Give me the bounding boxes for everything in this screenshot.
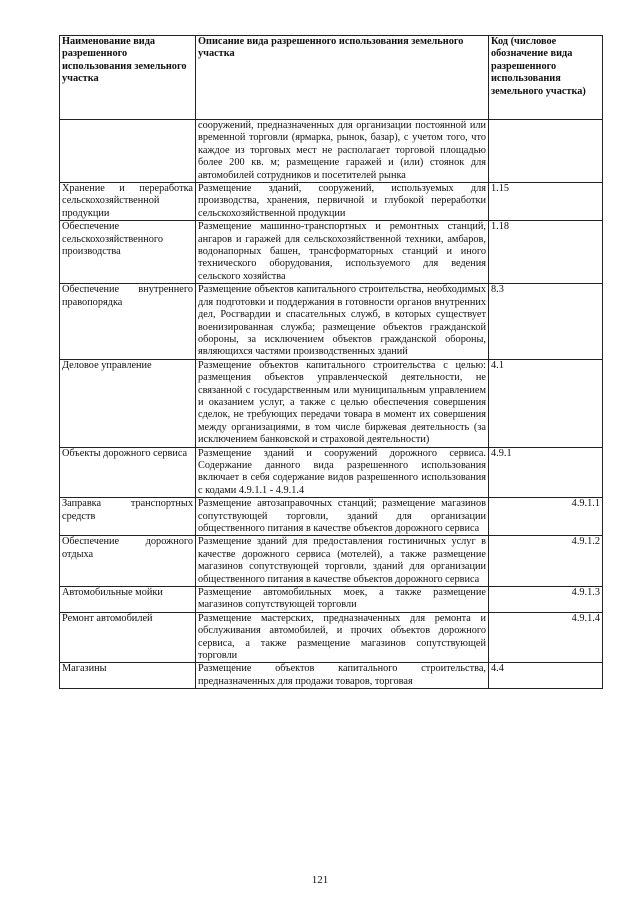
row-description: Размещение зданий для предоставления гостиничных услуг в качестве дорожного сервиса (мотелей), а также размещение магазинов сопутствующей торговли, зданий для организации общественного питания в качестве объектов дорожного сервиса [196,536,489,587]
row-name: Магазины [60,663,196,689]
table-row [60,612,603,663]
row-description: Размещение автозаправочных станций; размещение магазинов сопутствующей торговли, зданий для организации общественного питания в качестве объектов дорожного сервиса [196,498,489,536]
row-name: Обеспечение внутреннего правопорядка [60,284,196,359]
row-name: Автомобильные мойки [60,587,196,613]
table-row [60,284,603,359]
header-description: Описание вида разрешенного использования земельного участка [196,36,489,120]
row-name: Хранение и переработка сельскохозяйственной продукции [60,183,196,221]
row-name: Деловое управление [60,359,196,447]
table-row [60,663,603,689]
row-description: сооружений, предназначенных для организации постоянной или временной торговли (ярмарка, рынок, базар), с учетом того, что каждое из торговых мест не располагает торговой площадью более 200 кв. м; размещение гаражей и (или) стоянок для автомобилей сотрудников и посетителей рынка [196,120,489,183]
table-row [60,587,603,613]
table-row [60,498,603,536]
row-code [489,120,603,183]
row-code: 4.9.1 [489,447,603,498]
table-row [60,536,603,587]
row-name [60,120,196,183]
row-code: 1.18 [489,221,603,284]
row-code: 1.15 [489,183,603,221]
row-code: 4.1 [489,359,603,447]
table-row [60,221,603,284]
row-description: Размещение машинно-транспортных и ремонтных станций, ангаров и гаражей для сельскохозяйственной техники, амбаров, водонапорных башен, трансформаторных станций и иного технического оборудования, используемого для ведения сельского хозяйства [196,221,489,284]
land-use-table [59,35,603,689]
row-description: Размещение объектов капитального строительства с целью: размещения объектов управленческой деятельности, не связанной с государственным или муниципальным управлением и оказанием услуг, а также с целью обеспечения совершения сделок, не требующих передачи товара в момент их совершения между организациями, в том числе биржевая деятельность (за исключением банковской и страховой деятельности) [196,359,489,447]
row-code: 4.9.1.2 [489,536,603,587]
row-code: 4.4 [489,663,603,689]
row-description: Размещение объектов капитального строительства, необходимых для подготовки и поддержания в готовности органов внутренних дел, Росгвардии и спасательных служб, в которых существует военизированная служба; размещение объектов гражданской обороны, за исключением объектов гражданской обороны, являющихся частями производственных зданий [196,284,489,359]
row-description: Размещение автомобильных моек, а также размещение магазинов сопутствующей торговли [196,587,489,613]
row-description: Размещение зданий, сооружений, используемых для производства, хранения, первичной и глубокой переработки сельскохозяйственной продукции [196,183,489,221]
table-row [60,359,603,447]
row-code: 4.9.1.1 [489,498,603,536]
row-name: Заправка транспортных средств [60,498,196,536]
row-code: 8.3 [489,284,603,359]
table-row [60,120,603,183]
row-description: Размещение мастерских, предназначенных для ремонта и обслуживания автомобилей, и прочих объектов дорожного сервиса, а также размещение магазинов сопутствующей торговли [196,612,489,663]
table-row [60,183,603,221]
table-row [60,447,603,498]
row-code: 4.9.1.4 [489,612,603,663]
row-name: Объекты дорожного сервиса [60,447,196,498]
row-code: 4.9.1.3 [489,587,603,613]
header-code: Код (числовое обозначение вида разрешенного использования земельного участка) [489,36,603,120]
row-name: Обеспечение сельскохозяйственного производства [60,221,196,284]
header-name: Наименование вида разрешенного использования земельного участка [60,36,196,120]
row-name: Ремонт автомобилей [60,612,196,663]
page-number: 121 [311,874,329,886]
row-name: Обеспечение дорожного отдыха [60,536,196,587]
row-description: Размещение зданий и сооружений дорожного сервиса. Содержание данного вида разрешенного использования включает в себя содержание видов разрешенного использования с кодами 4.9.1.1 - 4.9.1.4 [196,447,489,498]
row-description: Размещение объектов капитального строительства, предназначенных для продажи товаров, торговая [196,663,489,689]
table-header-row [60,36,603,120]
